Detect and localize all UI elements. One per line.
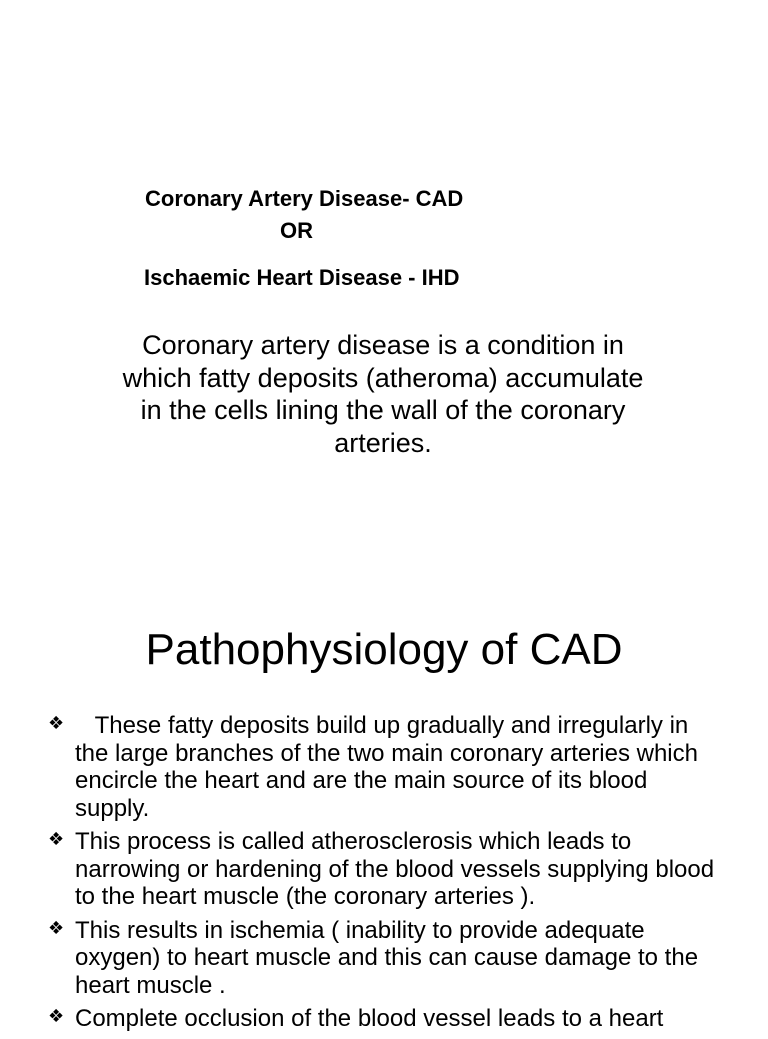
bullet-item — [0, 917, 768, 1000]
diamond-bullet-icon: ❖ — [48, 1006, 65, 1027]
bullet-text: This results in ischemia ( inability to provide adequate oxygen) to heart muscle and this can cause damage to the heart muscle . — [75, 916, 699, 999]
bullet-item — [0, 1005, 768, 1033]
title-line-or: OR — [280, 218, 313, 243]
definition-paragraph: Coronary artery disease is a condition in which fatty deposits (atheroma) accumulate in the cells lining the wall of the coronary arteries. — [122, 330, 644, 458]
title-line-ihd: Ischaemic Heart Disease - IHD — [144, 265, 460, 290]
diamond-bullet-icon: ❖ — [48, 917, 65, 939]
diamond-bullet-icon: ❖ — [48, 713, 65, 734]
diamond-bullet-icon: ❖ — [48, 829, 65, 850]
section-heading: Pathophysiology of CAD — [145, 625, 623, 674]
bullet-item — [0, 712, 768, 822]
bullet-text: These fatty deposits build up gradually and irregularly in the large branches of the two main coronary arteries which encircle the heart and are the main source of its blood supply. — [75, 712, 698, 822]
bullet-item — [0, 828, 768, 911]
bullet-text: This process is called atherosclerosis which leads to narrowing or hardening of the blood vessels supplying blood to the heart muscle (the coronary arteries ). — [75, 828, 715, 910]
title-line-cad: Coronary Artery Disease- CAD — [145, 186, 464, 211]
bullet-text: Complete occlusion of the blood vessel leads to a heart — [75, 1005, 664, 1032]
bullet-list — [0, 712, 768, 1039]
